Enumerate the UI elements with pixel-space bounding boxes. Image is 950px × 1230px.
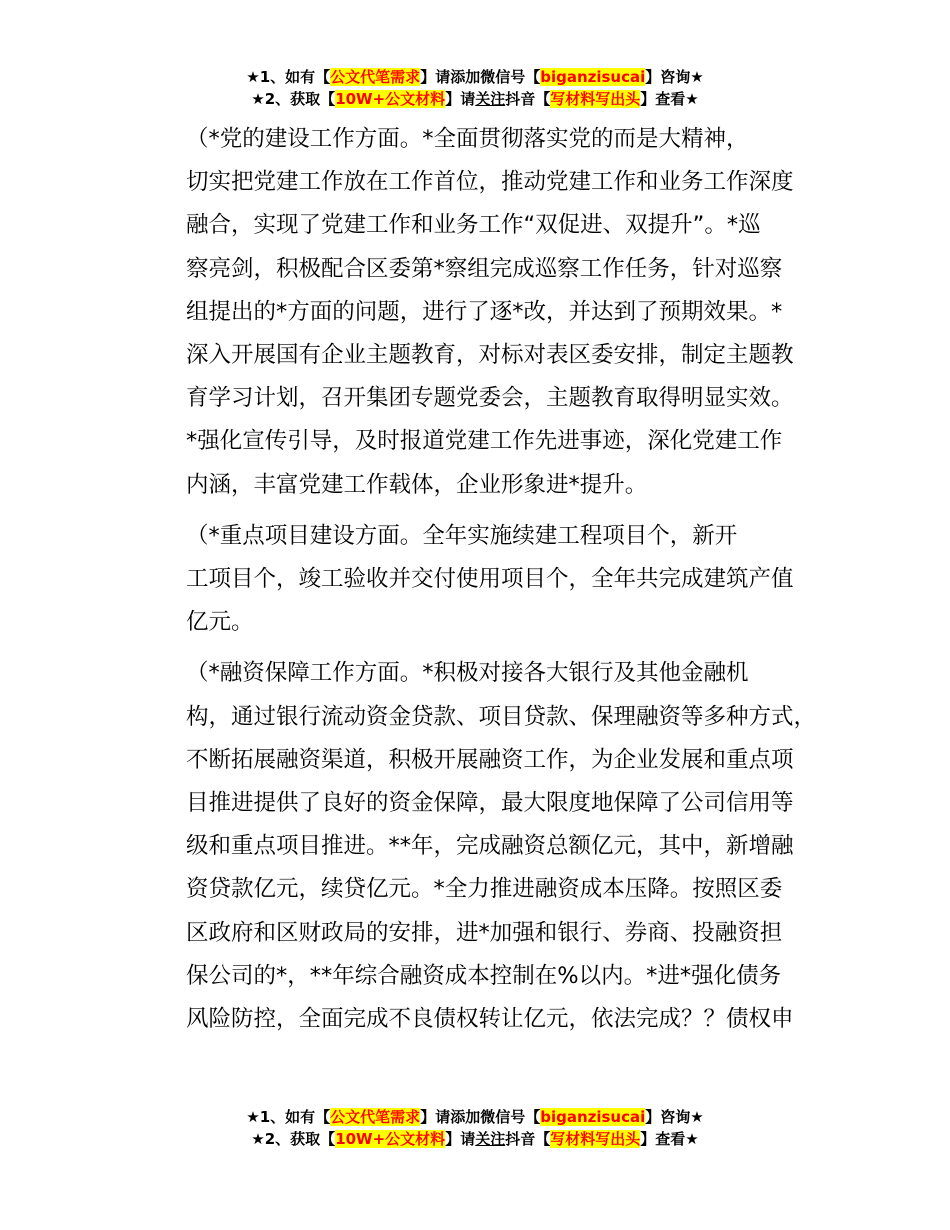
footer-banner — [0, 1106, 950, 1150]
highlight-douyin-account: 写材料写出头 — [550, 90, 641, 108]
header-line-1-middle: 】请添加微信号【 — [420, 68, 541, 86]
text-line: 级和重点项目推进。**年，完成融资总额亿元，其中，新增融 — [186, 833, 794, 860]
text-line: 融合，实现了党建工作和业务工作“双促进、双提升”。*巡 — [186, 212, 761, 239]
text-line: 深入开展国有企业主题教育，对标对表区委安排，制定主题教 — [186, 342, 794, 369]
header-line-2 — [0, 88, 950, 110]
highlight-ghostwriting-service: 公文代笔需求 — [330, 1108, 421, 1126]
footer-line-1-prefix: ★1、如有【 — [246, 1108, 331, 1126]
footer-line-2-prefix: ★2、获取【 — [251, 1130, 336, 1148]
document-body — [141, 118, 841, 1041]
highlight-wechat-id: biganzisucai — [540, 68, 646, 86]
text-line: 内涵，丰富党建工作载体，企业形象进*提升。 — [186, 471, 648, 498]
text-line: 构，通过银行流动资金贷款、项目贷款、保理融资等多种方式， — [186, 703, 817, 730]
highlight-douyin-account: 写材料写出头 — [550, 1130, 641, 1148]
footer-line-2-middle-2: 抖音【 — [505, 1130, 551, 1148]
text-line: *强化宣传引导，及时报道党建工作先进事迹，深化党建工作 — [186, 428, 783, 455]
footer-line-1-suffix: 】咨询★ — [645, 1108, 704, 1126]
text-line: 工项目个，竣工验收并交付使用项目个，全年共完成建筑产值 — [186, 566, 794, 593]
text-line: （*重点项目建设方面。全年实施续建工程项目个，新开 — [186, 522, 738, 549]
footer-line-1-middle: 】请添加微信号【 — [420, 1108, 541, 1126]
header-line-2-middle-2: 抖音【 — [505, 90, 551, 108]
highlight-ghostwriting-service: 公文代笔需求 — [330, 68, 421, 86]
text-line: 目推进提供了良好的资金保障，最大限度地保障了公司信用等 — [186, 790, 794, 817]
paragraph-key-projects — [141, 515, 841, 645]
text-line: 察亮剑，积极配合区委第*察组完成巡察工作任务，针对巡察 — [186, 255, 783, 282]
footer-line-2 — [0, 1128, 950, 1150]
text-line: 育学习计划，召开集团专题党委会，主题教育取得明显实效。 — [186, 385, 794, 412]
header-line-2-prefix: ★2、获取【 — [251, 90, 336, 108]
paragraph-financing — [141, 652, 841, 1041]
footer-line-1 — [0, 1106, 950, 1128]
text-line: 组提出的*方面的问题，进行了逐*改，并达到了预期效果。* — [186, 298, 783, 325]
underlined-follow: 关注 — [475, 1130, 506, 1148]
header-line-2-suffix: 】查看★ — [640, 90, 699, 108]
paragraph-party-building — [141, 118, 841, 507]
text-line: （*党的建设工作方面。*全面贯彻落实党的而是大精神， — [186, 126, 749, 152]
header-banner — [0, 66, 950, 110]
highlight-wechat-id: biganzisucai — [540, 1108, 646, 1126]
text-line: 切实把党建工作放在工作首位，推动党建工作和业务工作深度 — [186, 169, 794, 196]
underlined-follow: 关注 — [475, 90, 506, 108]
text-line: 风险防控，全面完成不良债权转让亿元，依法完成？？债权申 — [186, 1006, 794, 1033]
footer-line-2-middle: 】请 — [445, 1130, 476, 1148]
footer-line-2-suffix: 】查看★ — [640, 1130, 699, 1148]
header-line-1-prefix: ★1、如有【 — [246, 68, 331, 86]
text-line: （*融资保障工作方面。*积极对接各大银行及其他金融机 — [186, 660, 749, 687]
highlight-materials-offer: 10W+公文材料 — [335, 1130, 446, 1148]
text-line: 保公司的*，**年综合融资成本控制在%以内。*进*强化债务 — [186, 962, 782, 989]
highlight-materials-offer: 10W+公文材料 — [335, 90, 446, 108]
header-line-2-middle: 】请 — [445, 90, 476, 108]
text-line: 区政府和区财政局的安排，进*加强和银行、券商、投融资担 — [186, 919, 783, 946]
header-line-1-suffix: 】咨询★ — [645, 68, 704, 86]
text-line: 亿元。 — [186, 609, 254, 636]
text-line: 不断拓展融资渠道，积极开展融资工作，为企业发展和重点项 — [186, 746, 794, 773]
text-line: 资贷款亿元，续贷亿元。*全力推进融资成本压降。按照区委 — [186, 876, 783, 903]
header-line-1 — [0, 66, 950, 88]
